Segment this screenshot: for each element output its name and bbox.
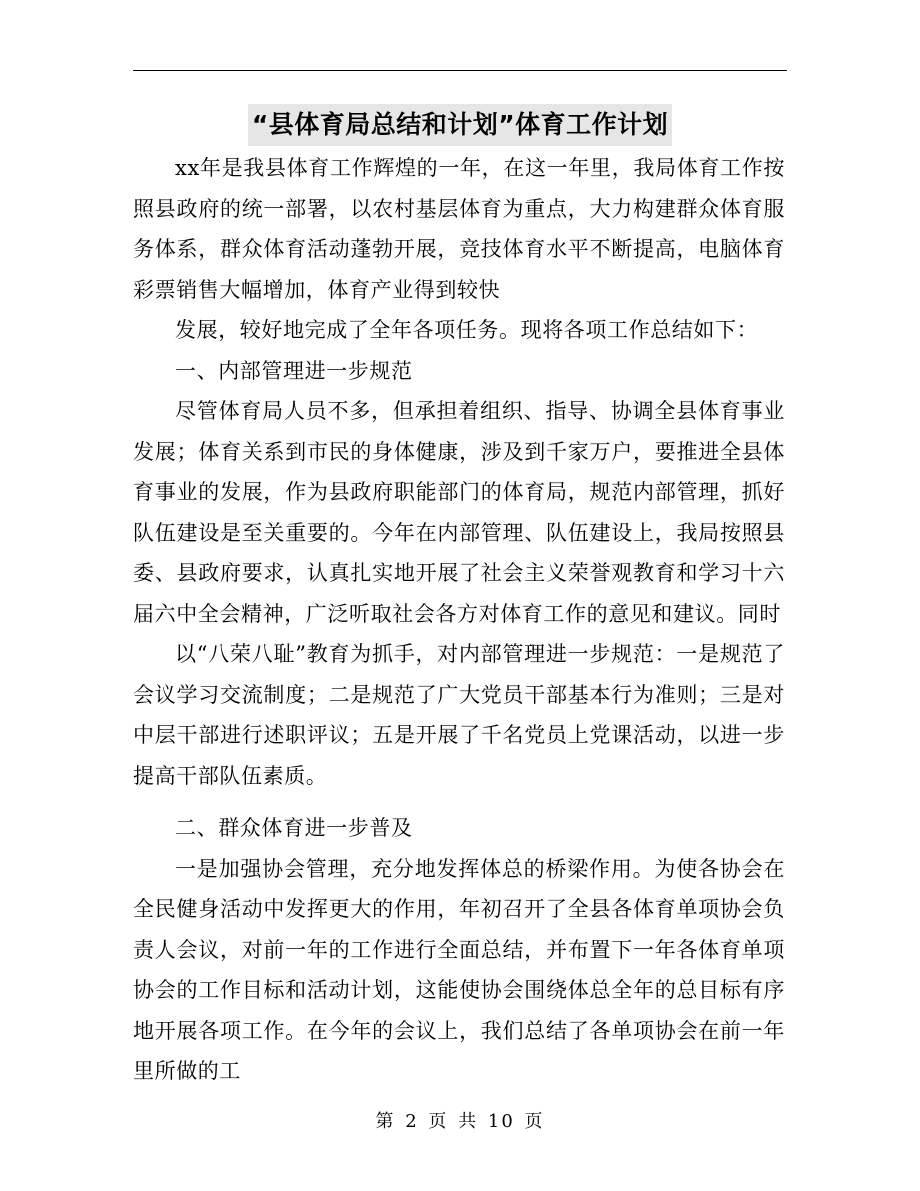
footer-current-page: 2 [405,1111,419,1132]
paragraph-internal-management: 尽管体育局人员不多，但承担着组织、指导、协调全县体育事业发展；体育关系到市民的身体健康，涉及到千家万户，要推进全县体育事业的发展，作为县政府职能部门的体育局，规范内部管理，抓好队伍建设是至关重要的。今年在内部管理、队伍建设上，我局按照县委、县政府要求，认真扎实地开展了社会主义荣誉观教育和学习十六届六中全会精神，广泛听取社会各方对体育工作的意见和建议。同时 [133,399,785,626]
footer-total-pages: 10 [487,1111,515,1132]
document-body [133,148,785,1092]
document-title: “县体育局总结和计划”体育工作计划 [248,104,672,146]
title-container [0,104,920,146]
paragraph-intro-continued: 发展，较好地完成了全年各项任务。现将各项工作总结如下： [175,318,759,342]
section-heading-internal-management: 一、内部管理进一步规范 [175,358,413,383]
section-heading-mass-sports: 二、群众体育进一步普及 [175,816,413,840]
paragraph-intro: xx年是我县体育工作辉煌的一年，在这一年里，我局体育工作按照县政府的统一部署，以农村基层体育为重点，大力构建群众体育服务体系，群众体育活动蓬勃开展，竞技体育水平不断提高，电脑体育彩票销售大幅增加，体育产业得到较快 [133,156,785,302]
footer-suffix: 页 [524,1111,545,1132]
paragraph-mass-sports: 一是加强协会管理，充分地发挥体总的桥梁作用。为使各协会在全民健身活动中发挥更大的作用，年初召开了全县各体育单项协会负责人会议，对前一年的工作进行全面总结，并布置下一年各体育单项协会的工作目标和活动计划，这能使协会围绕体总全年的总目标有序地开展各项工作。在今年的会议上，我们总结了各单项协会在前一年里所做的工 [133,856,785,1083]
paragraph-internal-management-continued: 以“八荣八耻”教育为抓手，对内部管理进一步规范：一是规范了会议学习交流制度；二是规范了广大党员干部基本行为准则；三是对中层干部进行述职评议；五是开展了千名党员上党课活动，以进一步提高干部队伍素质。 [133,642,785,788]
page-footer [0,1108,920,1136]
footer-page-word: 页 [428,1111,449,1132]
footer-total-word: 共 [458,1111,479,1132]
footer-prefix: 第 [375,1111,396,1132]
header-rule [133,70,787,71]
